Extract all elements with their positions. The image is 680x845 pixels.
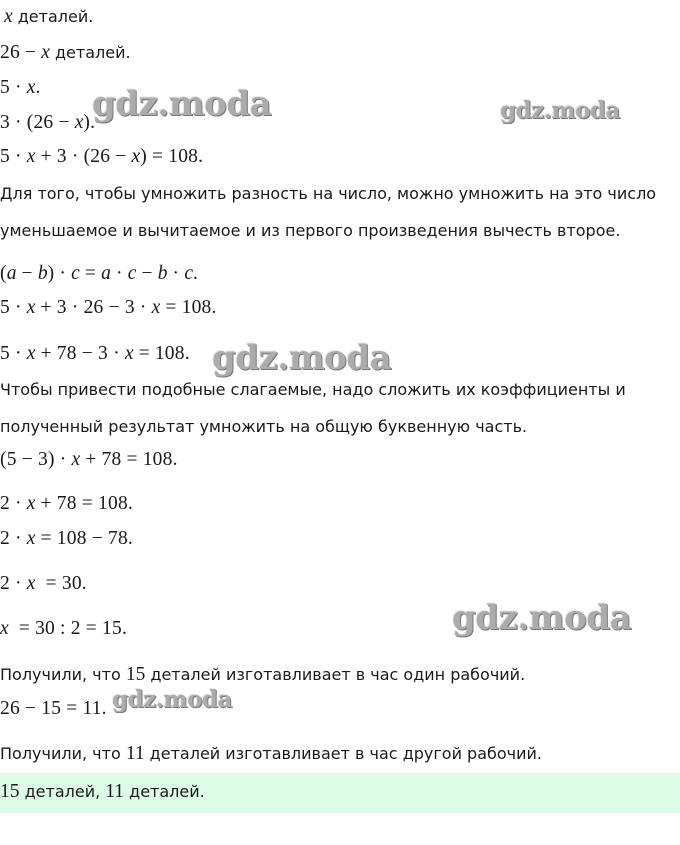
- solution-line: [0, 449, 178, 471]
- math-expression: = 108.: [160, 297, 217, 318]
- math-expression: + 3 · (26 −: [35, 146, 132, 167]
- math-variable: x: [26, 297, 36, 318]
- math-variable: x: [0, 618, 9, 639]
- line-text: уменьшаемое и вычитаемое и из первого произведения вычесть второе.: [0, 221, 621, 240]
- watermark: gdz.moda: [112, 686, 232, 713]
- math-variable: x: [124, 343, 134, 364]
- math-variable: b: [37, 263, 48, 284]
- solution-line: [0, 42, 131, 64]
- math-expression: ).: [83, 112, 96, 133]
- math-expression: = 30.: [35, 573, 87, 594]
- math-number: 15: [0, 781, 20, 802]
- math-expression: 26 − 15 = 11.: [0, 698, 107, 719]
- math-expression: (5 − 3) ·: [0, 449, 72, 470]
- math-variable: x: [26, 146, 36, 167]
- solution-line: [0, 183, 656, 205]
- line-text: деталей.: [49, 43, 131, 62]
- math-expression: 5 ·: [0, 77, 27, 98]
- math-variable: x: [26, 77, 36, 98]
- math-variable: a: [6, 263, 17, 284]
- math-expression: 26 −: [0, 42, 42, 63]
- math-variable: x: [26, 573, 36, 594]
- answer-text: деталей.: [124, 782, 205, 801]
- solution-line: [0, 664, 525, 686]
- math-variable: x: [41, 42, 50, 63]
- math-expression: 3 · (26 −: [0, 112, 75, 133]
- watermark: gdz.moda: [452, 598, 632, 638]
- math-number: 11: [125, 743, 145, 764]
- line-text: деталей.: [12, 7, 94, 26]
- math-expression: + 78 − 3 ·: [35, 343, 125, 364]
- watermark: gdz.moda: [500, 97, 620, 124]
- math-expression: 2 ·: [0, 528, 27, 549]
- math-variable: x: [74, 112, 84, 133]
- solution-line: [0, 379, 626, 401]
- answer-text: деталей,: [19, 782, 106, 801]
- math-variable: x: [26, 493, 36, 514]
- solution-line: [0, 416, 527, 438]
- solution-line: [0, 618, 127, 640]
- math-variable: x: [4, 6, 13, 27]
- math-expression: = 108 − 78.: [35, 528, 133, 549]
- math-expression: + 78 = 108.: [35, 493, 133, 514]
- math-expression: 5 ·: [0, 343, 27, 364]
- math-expression: + 78 = 108.: [80, 449, 178, 470]
- math-variable: b: [157, 263, 168, 284]
- line-text: Чтобы привести подобные слагаемые, надо сложить их коэффициенты и: [0, 380, 626, 399]
- line-text: Получили, что: [0, 744, 126, 763]
- solution-line: [0, 220, 620, 242]
- math-expression: ) = 108.: [140, 146, 204, 167]
- math-expression: −: [16, 263, 38, 284]
- line-text: Для того, чтобы умножить разность на число, можно умножить на это число: [0, 184, 657, 203]
- solution-line: [0, 698, 107, 720]
- math-expression: .: [192, 263, 199, 284]
- line-text: полученный результат умножить на общую буквенную часть.: [0, 417, 528, 436]
- watermark: gdz.moda: [212, 338, 392, 378]
- watermark: gdz.moda: [92, 84, 272, 124]
- math-expression: 5 ·: [0, 146, 27, 167]
- math-expression: (: [0, 263, 7, 284]
- line-text: деталей изготавливает в час один рабочий.: [145, 665, 526, 684]
- solution-line: [0, 146, 203, 168]
- math-variable: x: [71, 449, 81, 470]
- math-variable: c: [184, 263, 193, 284]
- math-variable: x: [26, 528, 36, 549]
- math-expression: = 108.: [133, 343, 190, 364]
- math-expression: .: [35, 77, 41, 98]
- line-text: Получили, что: [0, 665, 126, 684]
- math-variable: x: [131, 146, 141, 167]
- solution-line: [0, 297, 217, 319]
- math-variable: a: [101, 263, 111, 284]
- math-variable: c: [127, 263, 137, 284]
- math-variable: x: [26, 343, 36, 364]
- math-expression: ·: [110, 263, 128, 284]
- solution-line: [0, 112, 95, 134]
- math-expression: 5 ·: [0, 297, 27, 318]
- math-expression: 2 ·: [0, 493, 27, 514]
- math-number: 11: [105, 781, 125, 802]
- math-expression: + 3 · 26 − 3 ·: [35, 297, 152, 318]
- math-expression: ) ·: [47, 263, 72, 284]
- solution-line: [0, 77, 41, 99]
- math-expression: −: [136, 263, 158, 284]
- solution-line: [0, 343, 190, 365]
- line-text: деталей изготавливает в час другой рабочий.: [144, 744, 543, 763]
- solution-line: [0, 528, 133, 550]
- math-expression: = 30 : 2 = 15.: [8, 618, 128, 639]
- math-expression: 2 ·: [0, 573, 27, 594]
- solution-line: [0, 263, 198, 285]
- math-variable: x: [151, 297, 161, 318]
- math-expression: ·: [167, 263, 185, 284]
- solution-line: [0, 743, 542, 765]
- solution-line: [0, 573, 87, 595]
- answer-line: [0, 781, 205, 803]
- solution-line: [0, 493, 133, 515]
- math-variable: c: [71, 263, 80, 284]
- solution-line: [4, 6, 93, 28]
- math-expression: =: [79, 263, 102, 284]
- math-number: 15: [125, 664, 146, 685]
